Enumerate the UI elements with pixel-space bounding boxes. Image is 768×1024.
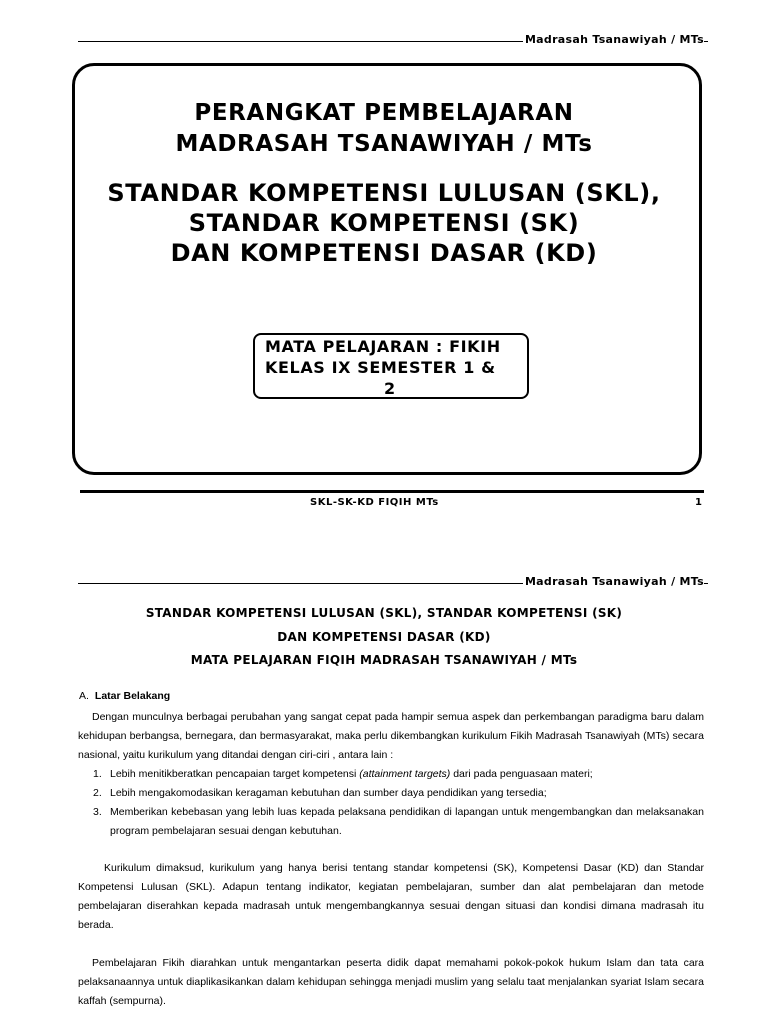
list-item-italic: (attainment targets): [359, 768, 451, 780]
cover-subtitle-line3: DAN KOMPETENSI DASAR (KD): [170, 239, 598, 267]
page1-footer-rule: [80, 490, 704, 493]
section-letter: A.: [79, 690, 89, 702]
subject-box: [253, 333, 529, 399]
subject-line3: 2: [384, 379, 396, 398]
section-title: Latar Belakang: [94, 690, 171, 702]
page2-title-line1: STANDAR KOMPETENSI LULUSAN (SKL), STANDAR KOMPETENSI (SK): [145, 606, 623, 620]
page1-header-text: Madrasah Tsanawiyah / MTs: [524, 33, 704, 46]
cover-subtitle-line1: STANDAR KOMPETENSI LULUSAN (SKL),: [107, 179, 661, 207]
page2-title-line2: DAN KOMPETENSI DASAR (KD): [277, 630, 491, 644]
subject-line2: KELAS IX SEMESTER 1 &: [265, 358, 496, 377]
cover-title-line1: PERANGKAT PEMBELAJARAN: [194, 100, 574, 126]
list-item: [93, 765, 704, 784]
list-item-text: Lebih mengakomodasikan keragaman kebutuhan dan sumber daya pendidikan yang tersedia;: [110, 787, 547, 799]
section-heading: [79, 690, 170, 702]
list-item: [93, 784, 704, 803]
page1-footer-title: SKL-SK-KD FIQIH MTs: [310, 497, 439, 508]
list-item-text: Memberikan kebebasan yang lebih luas kepada pelaksana pendidikan di lapangan untuk mengembangkan dan melaksanakan program pembelajaran sesuai dengan kebutuhan.: [110, 806, 704, 837]
list-item-number: 2.: [93, 787, 102, 799]
list-item: [93, 803, 704, 841]
list-item-number: 3.: [93, 806, 102, 818]
paragraph-kurikulum: Kurikulum dimaksud, kurikulum yang hanya berisi tentang standar kompetensi (SK), Kompetensi Dasar (KD) dan Standar Kompetensi Lulusan (SKL). Adapun tentang indikator, kegiatan pembelajaran, sumber dan alat pembelajaran dan metode pembelajaran diserahkan kepada madrasah untuk mengembangkannya sesuai dengan situasi dan kondisi dimana madrasah itu berada.: [78, 862, 704, 931]
list-item-text-end: dari pada penguasaan materi;: [450, 768, 593, 780]
page2-header-text: Madrasah Tsanawiyah / MTs: [524, 575, 704, 588]
page2-title-line3: MATA PELAJARAN FIQIH MADRASAH TSANAWIYAH / MTs: [190, 653, 578, 667]
criteria-list: [93, 765, 704, 841]
cover-subtitle-line2: STANDAR KOMPETENSI (SK): [188, 209, 580, 237]
paragraph-pembelajaran: Pembelajaran Fikih diarahkan untuk mengantarkan peserta didik dapat memahami pokok-pokok hukum Islam dan tata cara pelaksanaannya untuk diaplikasikankan dalam kehidupan sehingga menjadi muslim yang selalu taat menjalankan syariat Islam secara kaffah (sempurna).: [78, 957, 704, 1007]
list-item-number: 1.: [93, 768, 102, 780]
paragraph-intro: Dengan munculnya berbagai perubahan yang sangat cepat pada hampir semua aspek dan perkembangan paradigma baru dalam kehidupan berbangsa, bernegara, dan bermasyarakat, maka perlu dikembangkan kurikulum Fikih Madrasah Tsanawiyah (MTs) secara nasional, yaitu kurikulum yang ditandai dengan ciri-ciri , antara lain :: [78, 711, 704, 761]
page1-page-number: 1: [695, 497, 702, 508]
list-item-text: Lebih menitikberatkan pencapaian target kompetensi: [110, 768, 360, 780]
subject-line1: MATA PELAJARAN : FIKIH: [265, 337, 501, 356]
cover-title-line2: MADRASAH TSANAWIYAH / MTs: [175, 131, 593, 157]
